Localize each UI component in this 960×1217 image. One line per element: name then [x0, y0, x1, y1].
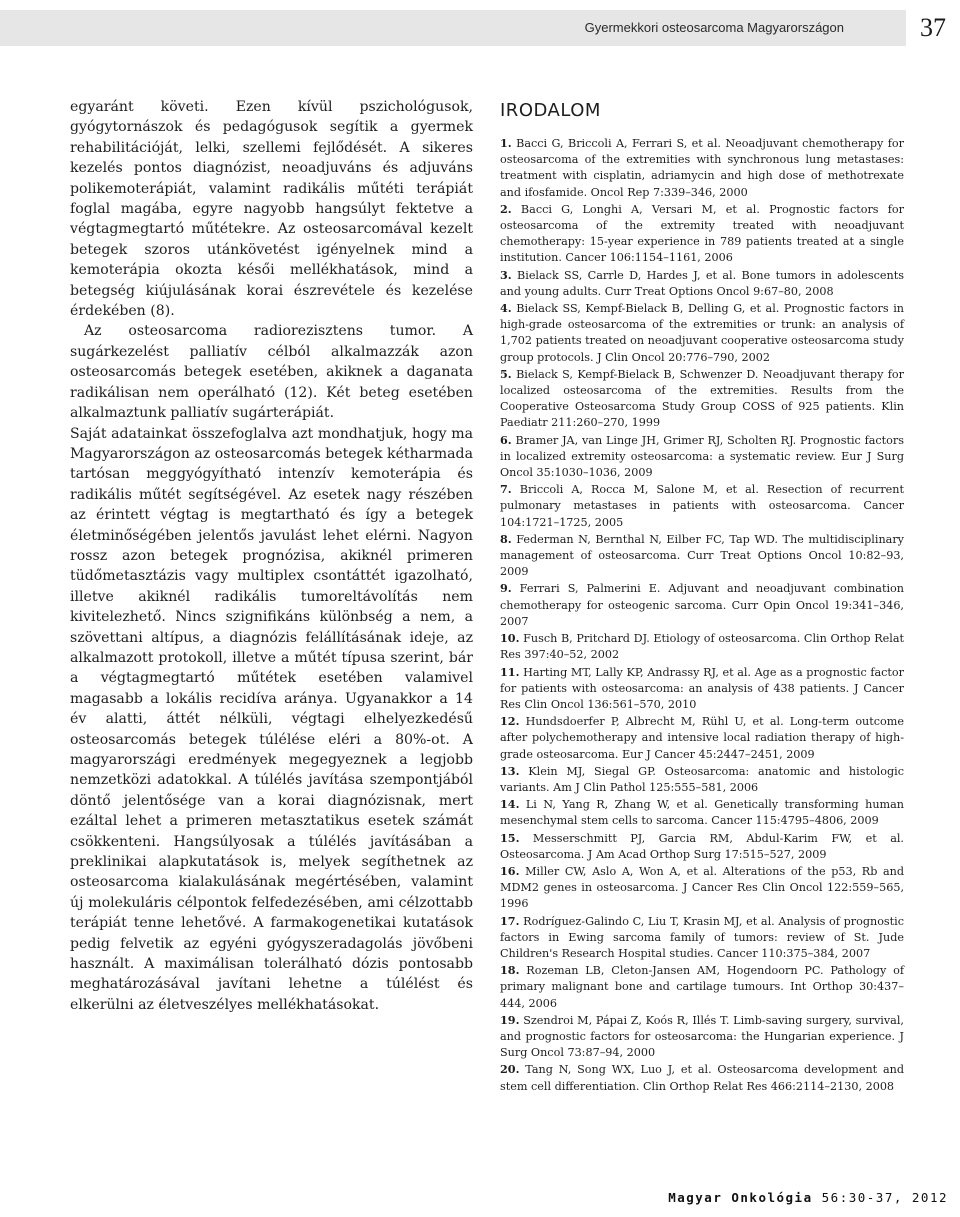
- reference-number: 10.: [500, 631, 520, 646]
- reference-item: [500, 913, 904, 963]
- reference-text: Bielack SS, Kempf-Bielack B, Delling G, et al. Prognostic factors in high-grade osteosarcoma of the extremities or trunk: an analysis of 1,702 patients treated on neoadjuvant cooperative osteosarcoma study group protocols. J Clin Oncol 20:776–790, 2002: [500, 302, 904, 364]
- running-title: Gyermekkori osteosarcoma Magyarországon: [584, 20, 844, 35]
- reference-item: [500, 432, 904, 482]
- reference-text: Tang N, Song WX, Luo J, et al. Osteosarcoma development and stem cell differentiation. Clin Orthop Relat Res 466:2114–2130, 2008: [500, 1063, 905, 1093]
- reference-text: Klein MJ, Siegal GP. Osteosarcoma: anatomic and histologic variants. Am J Clin Pathol 125:555–581, 2006: [500, 764, 904, 794]
- reference-item: [500, 763, 904, 796]
- reference-item: [500, 664, 904, 714]
- reference-number: 19.: [500, 1012, 520, 1027]
- reference-text: Li N, Yang R, Zhang W, et al. Genetically transforming human mesenchymal stem cells to sarcoma. Cancer 115:4795–4806, 2009: [500, 798, 905, 828]
- body-paragraph: egyaránt követi. Ezen kívül pszichológusok, gyógytornászok és pedagógusok segítik a gyermek rehabilitációját, lelki, szellemi fejlődését. A sikeres kezelés pontos diagnózist, neoadjuváns és adjuváns polikemoterápiát, valamint radikális műtéti terápiát foglal magába, egyre nagyobb hangsúlyt fektetve a végtagmegtartó műtétekre. Az osteosarcomával kezelt betegek szoros utánkövetést igényelnek mind a kemoterápia okozta késői mellékhatások, mind a betegség kiújulásának korai észrevétele és kezelése érdekében (8).: [70, 99, 473, 320]
- reference-text: Bacci G, Longhi A, Versari M, et al. Prognostic factors for osteosarcoma of the extremity treated with neoadjuvant chemotherapy: 15-year experience in 789 patients treated at a single institution. Cancer 106:1154–1161, 2006: [500, 202, 904, 265]
- reference-number: 20.: [500, 1062, 520, 1077]
- reference-number: 1.: [500, 136, 512, 150]
- reference-number: 2.: [500, 201, 512, 216]
- reference-number: 3.: [500, 267, 512, 282]
- reference-text: Miller CW, Aslo A, Won A, et al. Alterations of the p53, Rb and MDM2 genes in osteosarcoma. J Cancer Res Clin Oncol 122:559–565, 1996: [500, 864, 904, 911]
- reference-text: Hundsdoerfer P, Albrecht M, Rühl U, et al. Long-term outcome after polychemotherapy and intensive local radiation therapy of high-grade osteosarcoma. Eur J Cancer 45:2447–2451, 2009: [500, 715, 904, 761]
- reference-item: [500, 267, 904, 300]
- reference-item: [500, 796, 904, 829]
- reference-item: [500, 962, 904, 1012]
- body-text-column: [70, 97, 473, 1015]
- reference-number: 4.: [500, 301, 512, 316]
- reference-item: [500, 481, 904, 531]
- reference-number: 12.: [500, 714, 520, 729]
- reference-number: 14.: [500, 797, 520, 812]
- reference-item: [500, 366, 904, 432]
- reference-number: 7.: [500, 482, 512, 497]
- reference-text: Fusch B, Pritchard DJ. Etiology of osteosarcoma. Clin Orthop Relat Res 397:40–52, 2002: [500, 632, 904, 662]
- page-number: 37: [920, 13, 946, 42]
- reference-text: Bielack SS, Carrle D, Hardes J, et al. Bone tumors in adolescents and young adults. Curr Treat Options Oncol 9:67–80, 2008: [500, 268, 904, 298]
- reference-number: 9.: [500, 581, 512, 596]
- reference-item: [500, 630, 904, 663]
- reference-number: 16.: [500, 863, 520, 878]
- reference-number: 15.: [500, 830, 520, 845]
- reference-text: Ferrari S, Palmerini E. Adjuvant and neoadjuvant combination chemotherapy for osteogenic sarcoma. Curr Opin Oncol 19:341–346, 2007: [500, 582, 904, 628]
- journal-name: Magyar Onkológia: [668, 1190, 813, 1205]
- reference-number: 8.: [500, 531, 512, 546]
- reference-item: [500, 580, 904, 630]
- reference-item: [500, 1061, 904, 1094]
- body-paragraph: Az osteosarcoma radiorezisztens tumor. A sugárkezelést palliatív célból alkalmazzák azon osteosarcomás betegek esetében, akiknek a daganata radikálisan nem operálható (12). Két beteg esetében alkalmaztunk palliatív sugárterápiát.: [70, 323, 473, 422]
- reference-text: Bielack S, Kempf-Bielack B, Schwenzer D. Neoadjuvant therapy for localized osteosarcoma of the extremities. Results from the Cooperative Osteosarcoma Study Group COSS of 925 patients. Klin Paediatr 211:260–270, 1999: [500, 367, 905, 430]
- reference-number: 5.: [500, 366, 512, 381]
- reference-text: Rodríguez-Galindo C, Liu T, Krasin MJ, et al. Analysis of prognostic factors in Ewing sarcoma family of tumors: review of St. Jude Children's Research Hospital studies. Cancer 110:375–384, 2007: [500, 914, 905, 960]
- reference-text: Messerschmitt PJ, Garcia RM, Abdul-Karim FW, et al. Osteosarcoma. J Am Acad Orthop Surg 17:515–527, 2009: [500, 831, 904, 861]
- reference-item: [500, 135, 904, 201]
- reference-text: Rozeman LB, Cleton-Jansen AM, Hogendoorn PC. Pathology of primary malignant bone and cartilage tumours. Int Orthop 30:437–444, 2006: [500, 964, 904, 1010]
- reference-item: [500, 863, 904, 913]
- reference-text: Bacci G, Briccoli A, Ferrari S, et al. Neoadjuvant chemotherapy for osteosarcoma of the extremities with synchronous lung metastases: treatment with cisplatin, adriamycin and high dose of methotrexate and ifosfamide. Oncol Rep 7:339–346, 2000: [500, 137, 904, 199]
- journal-citation: 56:30-37, 2012: [821, 1190, 948, 1205]
- reference-item: [500, 201, 904, 267]
- reference-number: 17.: [500, 913, 520, 928]
- reference-text: Szendroi M, Pápai Z, Koós R, Illés T. Limb-saving surgery, survival, and prognostic factors for osteosarcoma: the Hungarian experience. J Surg Oncol 73:87–94, 2000: [500, 1013, 904, 1060]
- page-footer: [668, 1190, 948, 1205]
- reference-item: [500, 300, 904, 366]
- body-paragraph: Saját adatainkat összefoglalva azt mondhatjuk, hogy ma Magyarországon az osteosarcomás betegek kétharmada tartósan meggyógyítható intenzív kemoterápia és radikális műtét segítségével. Az esetek nagy részében az érintett végtag is megtartható és így a betegek életminőségében jelentős javulást lehet elérni. Nagyon rossz azon betegek prognózisa, akiknél primeren tüdőmetasztázis vagy multiplex csontáttét igazolható, illetve akiknél radikális tumoreltávolítás nem kivitelezhető. Nincs szignifikáns különbség a nem, a szövettani altípus, a diagnózis felállításának ideje, az alkalmazott protokoll, illetve a műtét típusa szerint, bár a végtagmegtartó műtétek esetében valamivel magasabb a lokális recidíva aránya. Ugyanakkor a 14 év alatti, áttét nélküli, végtagi elhelyezkedésű osteosarcomás betegek túlélése eléri a 80%-ot. A magyarországi eredmények megegyeznek a legjobb nemzetközi adatokkal. A túlélés javítása szempontjából döntő jelentősége van a korai diagnózisnak, mert ezáltal lehet a primeren metasztatikus esetek számát csökkenteni. Hangsúlyosak a túlélés javításában a preklinikai alapkutatások is, melyek segíthetnek az osteosarcoma kialakulásának megértésében, valamint új molekuláris célpontok felfedezésében, ami célzottabb terápiát tenne lehetővé. A farmakogenetikai kutatások pedig felvetik az egyéni gyógyszeradagolás jövőbeni használt. A maximálisan tolerálható dózis pontosabb meghatározásával javítani lehetne a túlélést és elkerülni az életveszélyes mellékhatásokat.: [70, 425, 473, 1013]
- reference-item: [500, 830, 904, 863]
- reference-number: 13.: [500, 763, 520, 778]
- references-column: [500, 96, 904, 1095]
- reference-text: Federman N, Bernthal N, Eilber FC, Tap WD. The multidisciplinary management of osteosarcoma. Curr Treat Options Oncol 10:82–93, 2009: [500, 532, 904, 579]
- reference-text: Harting MT, Lally KP, Andrassy RJ, et al. Age as a prognostic factor for patients with osteosarcoma: an analysis of 438 patients. J Cancer Res Clin Oncol 136:561–570, 2010: [500, 665, 904, 711]
- reference-item: [500, 1012, 904, 1062]
- reference-item: [500, 713, 904, 763]
- reference-text: Bramer JA, van Linge JH, Grimer RJ, Scholten RJ. Prognostic factors in localized extremity osteosarcoma: a systematic review. Eur J Surg Oncol 35:1030–1036, 2009: [500, 433, 904, 480]
- header-band: [0, 10, 906, 46]
- reference-list: [500, 135, 904, 1095]
- reference-text: Briccoli A, Rocca M, Salone M, et al. Resection of recurrent pulmonary metastases in patients with osteosarcoma. Cancer 104:1721–1725, 2005: [500, 483, 904, 529]
- reference-number: 11.: [500, 664, 520, 679]
- running-header: [0, 10, 958, 46]
- references-heading: IRODALOM: [500, 100, 601, 121]
- reference-number: 18.: [500, 963, 520, 978]
- reference-item: [500, 531, 904, 581]
- reference-number: 6.: [500, 432, 512, 447]
